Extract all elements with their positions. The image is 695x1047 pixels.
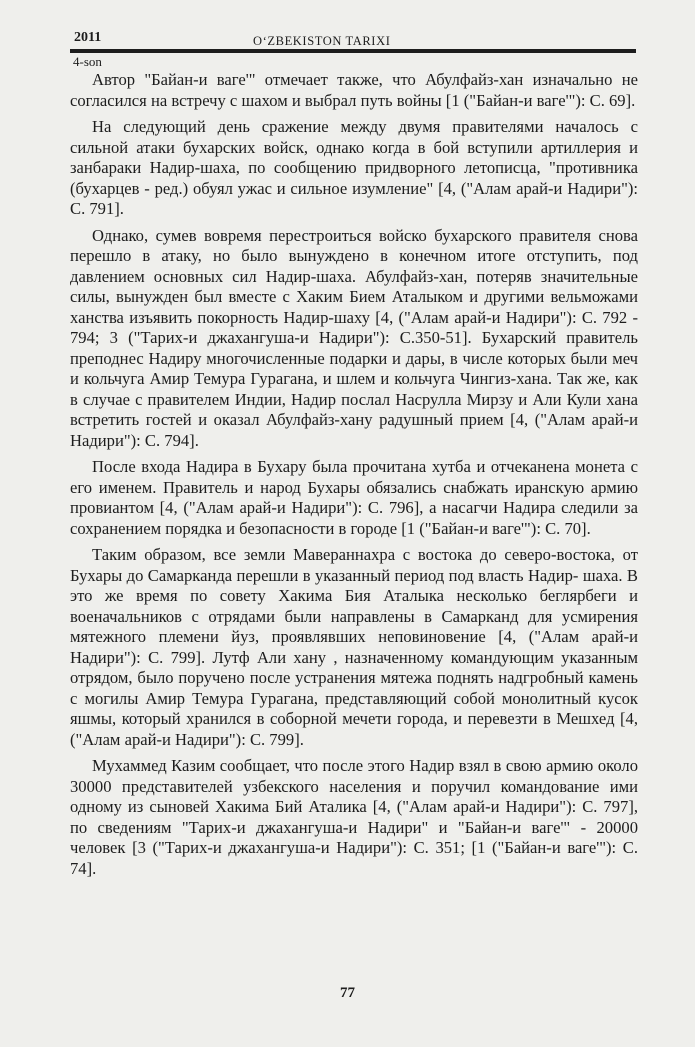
article-body	[70, 70, 638, 885]
paragraph: Таким образом, все земли Мавераннахра с востока до северо-востока, от Бухары до Самарканда перешли в указанный период под власть Надир- шаха. В это же время по совету Хакима Бия Аталыка несколько беглярбеги и военачальников с отрядами были направлены в Самарканд для усмирения мятежного племени йуз, проявлявших неповиновение [4, ("Алам арай-и Надири"): С. 799]. Лутф Али хану , назначенному командующим указанным отрядом, было поручено после устранения мятежа поднять надгробный камень с могилы Амир Темура Гурагана, представляющий собой монолитный кусок яшмы, который хранился в соборной мечети города, и перевезти в Мешхед [4, ("Алам арай-и Надири"): С. 799].	[70, 545, 638, 749]
header-rule	[70, 49, 636, 53]
paragraph: Автор "Байан-и ваге'" отмечает также, что Абулфайз-хан изначально не согласился на встречу с шахом и выбрал путь войны [1 ("Байан-и ваге'"): С. 69].	[70, 70, 638, 110]
header-issue: 4-son	[73, 54, 102, 69]
paragraph: Мухаммед Казим сообщает, что после этого Надир взял в свою армию около 30000 представителей узбекского населения и поручил командование ими одному из сыновей Хакима Бий Аталика [4, ("Алам арай-и Надири"): С. 797], по сведениям "Тарих-и джахангуша-и Надири" и "Байан-и ваге'" - 20000 человек [3 ("Тарих-и джахангуша-и Надири"): С. 351; [1 ("Байан-и ваге'"): С. 74].	[70, 756, 638, 878]
page-number: 77	[340, 985, 355, 1001]
paragraph: Однако, сумев вовремя перестроиться войско бухарского правителя снова перешло в атаку, но было вынуждено в конечном итоге отступить, под давлением основных сил Надир-шаха. Абулфайз-хан, потеряв значительные силы, вынужден был вместе с Хаким Бием Аталыком и другими вельможами ханства изъявить покорность Надир-шаху [4, ("Алам арай-и Надири"): С. 792 - 794; 3 ("Тарих-и джахангуша-и Надири"): С.350-51]. Бухарский правитель преподнес Надиру многочисленные подарки и дары, в числе которых были меч и кольчуга Амир Темура Гурагана, и шлем и кольчуга Чингиз-хана. Так же, как в случае с правителем Индии, Надир послал Насрулла Мирзу и Али Кули хана встретить гостей и оказал Абулфайз-хану радушный прием [4, ("Алам арай-и Надири"): С. 794].	[70, 225, 638, 450]
paragraph: На следующий день сражение между двумя правителями началось с сильной атаки бухарских войск, однако когда в бой вступили артиллерия и занбараки Надир-шаха, по сообщению придворного летописца, "противника (бухарцев - ред.) обуял ужас и сильное изумление" [4, ("Алам арай-и Надири"): С. 791].	[70, 117, 638, 218]
header-journal-title: O‘ZBEKISTON TARIXI	[253, 34, 391, 48]
paragraph: После входа Надира в Бухару была прочитана хутба и отчеканена монета с его именем. Правитель и народ Бухары обязались снабжать иранскую армию провиантом [4, ("Алам арай-и Надири"): С. 796], а насагчи Надира следили за сохранением порядка и безопасности в городе [1 ("Байан-и ваге'"): С. 70].	[70, 457, 638, 538]
header-year: 2011	[74, 30, 102, 45]
